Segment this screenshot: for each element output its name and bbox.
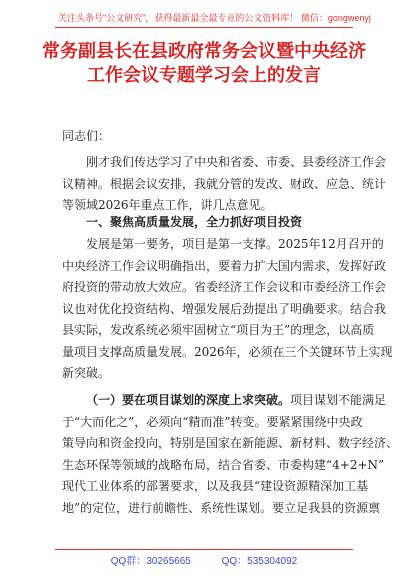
paragraph-line: 现代工业体系的部署要求，以及我县“建设资源精深加工基: [62, 479, 369, 493]
paragraph-line: 府投资的带动放大效应。省委经济工作会议和市委经济工作会: [62, 280, 387, 294]
paragraph-line: 地”的定位，进行前瞻性、系统性谋划。要立足我县的资源禀: [62, 500, 381, 515]
paragraph-line: 量项目支撑高质量发展。2026年，必须在三个关键环节上实现: [62, 344, 393, 359]
subsection-heading: （一）要在项目谋划的深度上求突破。: [86, 393, 291, 407]
paragraph-line: 发展是第一要务，项目是第一支撑。2025年12月召开的: [86, 237, 384, 251]
paragraph-line: 于“大而化之”，必须向“精而准”转变。要紧紧围绕中央政: [62, 414, 363, 429]
paragraph-line: 县实际，发改系统必须牢固树立“项目为王”的理念，以高质: [62, 323, 375, 337]
section-heading-1: 一、聚焦高质量发展，全力抓好项目投资: [86, 215, 303, 229]
qq-group-text: QQ群：30265665: [110, 556, 191, 567]
paragraph-line: 新突破。: [62, 366, 111, 380]
paragraph-line: 中央经济工作会议明确指出，要着力扩大国内需求，发挥好政: [62, 258, 387, 273]
paragraph-text: 项目谋划不能满足: [290, 393, 387, 407]
document-title-line-2: 工作会议专题学习会上的发言: [87, 65, 321, 86]
paragraph-line: 等领域2026年重点工作，讲几点意见。: [62, 198, 273, 212]
top-divider: [55, 27, 353, 28]
footer-contact: [0, 552, 408, 567]
bottom-divider: [55, 549, 353, 550]
paragraph-line: 刚才我们传达学习了中央和省委、市委、县委经济工作会: [86, 155, 387, 169]
paragraph-line: 议精神。根据会议安排，我就分管的发改、财政、应急、统计: [62, 176, 387, 191]
paragraph-line: [62, 390, 387, 412]
section-1-paragraph: [62, 234, 393, 385]
document-title-line-1: 常务副县长在县政府常务会议暨中央经济: [42, 41, 366, 62]
subsection-1-paragraph: [62, 390, 399, 519]
paragraph-line: 议也对优化投资结构、增强发展后劲提出了明确要求。结合我: [62, 301, 387, 316]
salutation: 同志们：: [62, 129, 111, 143]
qq-text: QQ：535304092: [221, 556, 298, 567]
paragraph-line: 生态环保等领域的战略布局，结合省委、市委构建“4+2+N”: [62, 457, 385, 472]
top-promo-banner: 关注头条号"公文研究"，获得最新最全最专业的公文资料库！ 微信：gongwenyj: [58, 13, 371, 23]
intro-paragraph: [62, 152, 387, 217]
paragraph-line: 策导向和资金投向，特别是国家在新能源、新材料、数字经济、: [62, 436, 399, 450]
